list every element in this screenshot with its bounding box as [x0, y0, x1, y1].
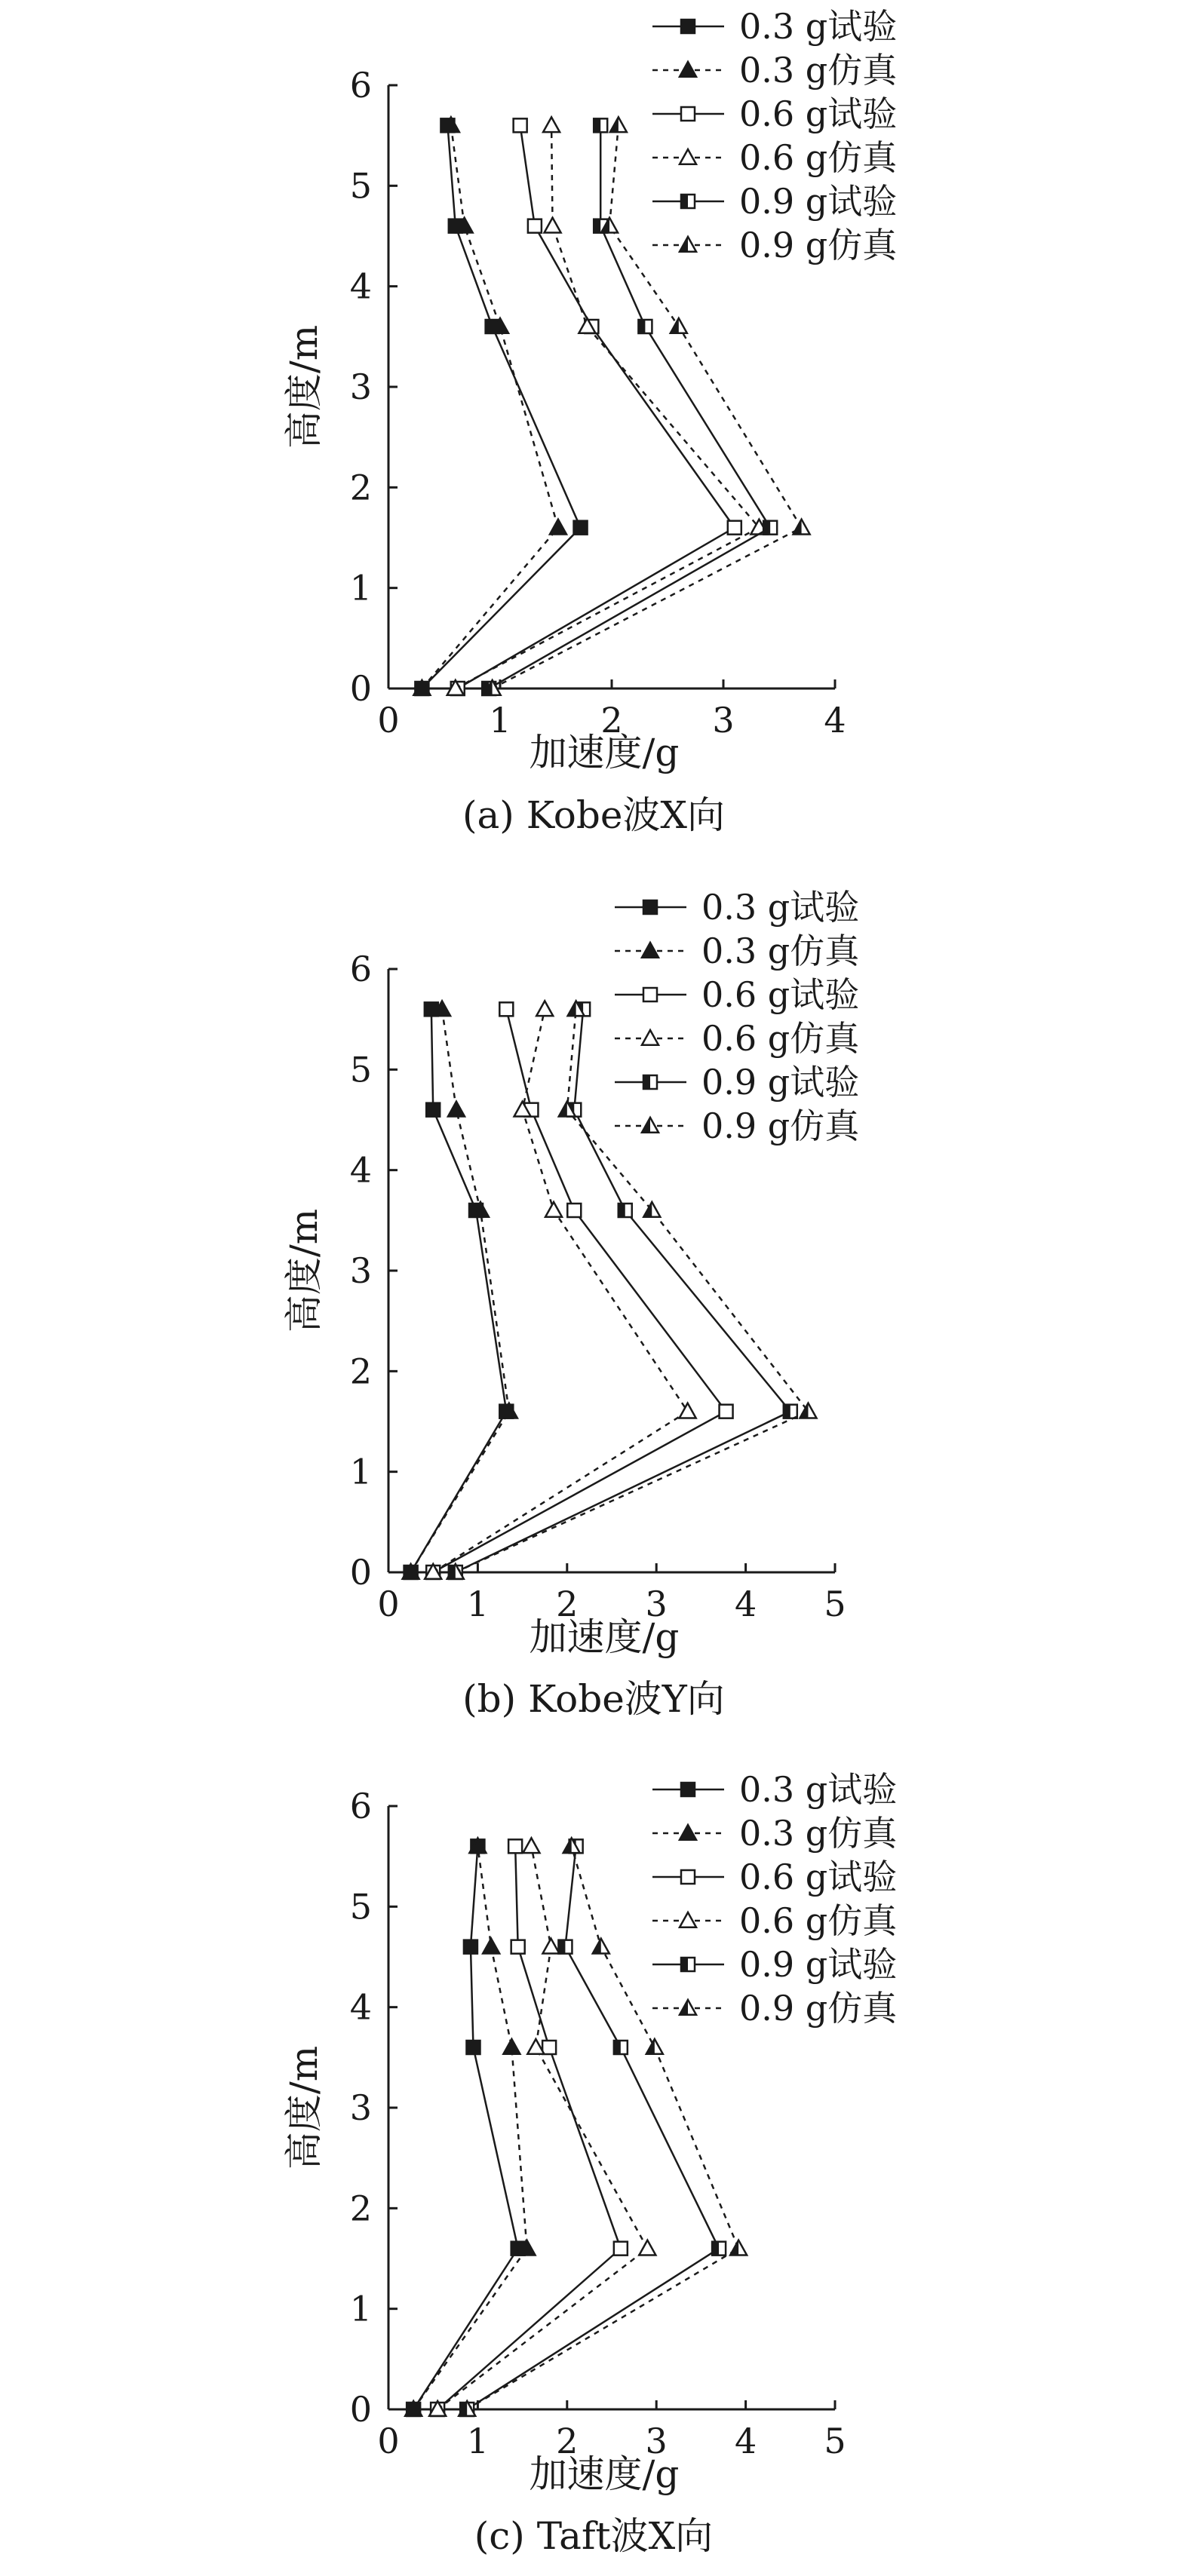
series-1 [415, 118, 587, 695]
data-point [545, 1202, 562, 1217]
legend-marker [643, 988, 657, 1001]
x-tick-label: 2 [556, 1584, 579, 1624]
legend-item [615, 1018, 861, 1059]
legend-item [652, 50, 898, 90]
panel-caption: (b) Kobe波Y向 [462, 1677, 725, 1721]
legend-marker [642, 1030, 658, 1045]
data-point [543, 117, 560, 132]
data-point [466, 2041, 480, 2054]
legend [615, 887, 861, 1146]
legend-marker [643, 900, 657, 914]
series-line [422, 125, 580, 688]
series-line [437, 1846, 621, 2409]
legend-label: 0.9 g试验 [739, 1944, 898, 1985]
legend-item [615, 974, 859, 1015]
y-tick-label: 2 [349, 2188, 372, 2229]
data-point-half [614, 2041, 621, 2054]
y-tick-label: 2 [349, 467, 372, 508]
panel-caption: (a) Kobe波X向 [462, 793, 726, 837]
y-tick-label: 6 [349, 1786, 372, 1826]
x-tick-label: 5 [824, 1584, 846, 1624]
y-tick-label: 4 [349, 1149, 372, 1191]
data-point [426, 1103, 440, 1117]
series-3 [451, 118, 741, 695]
y-tick-label: 0 [349, 1552, 372, 1593]
legend-marker-half [643, 1075, 650, 1089]
y-tick-label: 6 [349, 949, 372, 989]
legend-item [652, 1813, 898, 1854]
data-point [728, 521, 741, 535]
series-3 [431, 1839, 628, 2416]
data-point [720, 1405, 733, 1418]
x-tick-label: 0 [377, 1584, 400, 1624]
legend-item [652, 1900, 898, 1941]
data-point [542, 1939, 559, 1954]
legend-item [652, 1769, 897, 1810]
legend-marker [680, 149, 696, 164]
series-2 [403, 1001, 517, 1578]
legend-item [652, 1857, 897, 1897]
data-point [448, 1102, 465, 1117]
x-tick-label: 3 [645, 2421, 668, 2461]
x-tick-label: 1 [489, 700, 511, 741]
legend-label: 0.9 g仿真 [739, 225, 898, 265]
series-2 [405, 1838, 535, 2415]
series-4 [429, 1838, 655, 2415]
data-point [528, 219, 542, 233]
legend-item [615, 931, 861, 971]
x-axis-label: 加速度/g [529, 2452, 680, 2496]
data-point [567, 1204, 581, 1217]
y-tick-label: 5 [349, 165, 372, 207]
data-point [503, 2039, 520, 2054]
legend-item [652, 6, 897, 47]
legend-label: 0.6 g试验 [701, 974, 860, 1015]
legend-label: 0.6 g仿真 [739, 137, 898, 178]
data-point-half [594, 118, 600, 132]
data-point [464, 1940, 477, 1954]
series-line [413, 1846, 518, 2409]
x-tick-label: 3 [712, 700, 735, 741]
y-tick-label: 2 [349, 1351, 372, 1392]
y-tick-label: 1 [349, 2288, 372, 2329]
data-point-half [784, 1405, 790, 1418]
legend-marker-half [681, 1958, 688, 1971]
x-axis-label: 加速度/g [529, 731, 680, 774]
legend-item [652, 94, 897, 134]
data-point [545, 218, 561, 233]
x-tick-label: 4 [734, 1584, 757, 1624]
y-axis-label: 高度/m [282, 1208, 326, 1333]
data-point-half [558, 1940, 565, 1954]
series-line [413, 1846, 526, 2409]
data-point-half [712, 2242, 719, 2256]
data-point [614, 2242, 628, 2256]
data-point [514, 118, 527, 132]
x-tick-label: 4 [824, 700, 846, 741]
data-point-half [594, 219, 600, 233]
legend-marker [681, 20, 695, 33]
legend-marker [681, 107, 695, 121]
legend [652, 1769, 898, 2029]
legend-label: 0.3 g试验 [701, 887, 860, 928]
chart-panel-3 [282, 1769, 898, 2558]
x-tick-label: 1 [466, 2421, 490, 2461]
legend-item [652, 1944, 897, 1985]
y-tick-label: 0 [349, 2389, 372, 2430]
series-line [467, 1846, 738, 2409]
legend-marker-half [681, 195, 688, 208]
series-line [467, 1846, 719, 2409]
legend-label: 0.6 g试验 [739, 1857, 898, 1897]
legend-label: 0.9 g仿真 [739, 1988, 898, 2029]
data-point-half [763, 521, 770, 535]
y-tick-label: 3 [349, 366, 372, 407]
y-tick-label: 4 [349, 1986, 372, 2028]
y-tick-label: 0 [349, 668, 372, 709]
x-tick-label: 4 [734, 2421, 757, 2461]
legend-item [652, 181, 897, 222]
legend-label: 0.9 g仿真 [701, 1106, 860, 1146]
legend-item [652, 225, 898, 265]
chart-panel-1 [282, 6, 898, 837]
legend-label: 0.9 g试验 [701, 1062, 860, 1102]
y-axis-label: 高度/m [282, 324, 326, 449]
x-tick-label: 1 [466, 1584, 490, 1624]
legend-label: 0.3 g试验 [739, 1769, 898, 1810]
x-tick-label: 5 [824, 2421, 846, 2461]
legend-item [615, 1062, 859, 1102]
legend-marker [680, 1912, 696, 1927]
legend-label: 0.3 g仿真 [739, 1813, 898, 1854]
legend-label: 0.3 g仿真 [739, 50, 898, 90]
y-tick-label: 3 [349, 1250, 372, 1291]
legend-label: 0.3 g试验 [739, 6, 898, 47]
y-tick-label: 1 [349, 567, 372, 609]
x-tick-label: 0 [377, 2421, 400, 2461]
legend-marker [642, 943, 658, 958]
legend-item [652, 137, 898, 178]
series-2 [413, 117, 566, 695]
data-point [508, 1839, 522, 1853]
legend-item [652, 1988, 898, 2029]
x-axis-label: 加速度/g [529, 1615, 680, 1659]
y-tick-label: 5 [349, 1049, 372, 1090]
x-tick-label: 2 [556, 2421, 579, 2461]
series-line [456, 125, 760, 688]
y-tick-label: 6 [349, 65, 372, 106]
series-6 [459, 1838, 747, 2415]
series-3 [426, 1002, 732, 1579]
data-point [523, 1838, 539, 1853]
series-line [433, 1009, 687, 1572]
series-5 [482, 118, 777, 695]
legend [652, 6, 898, 265]
legend-marker [681, 1870, 695, 1884]
legend-label: 0.6 g仿真 [701, 1018, 860, 1059]
series-1 [404, 1002, 514, 1579]
y-tick-label: 1 [349, 1451, 372, 1492]
legend-label: 0.3 g仿真 [701, 931, 860, 971]
y-tick-label: 5 [349, 1886, 372, 1927]
data-point [542, 2041, 556, 2054]
legend-marker [680, 1825, 696, 1840]
data-point-half [638, 320, 645, 333]
series-line [433, 1009, 726, 1572]
data-point-half [619, 1204, 625, 1217]
data-point [536, 1001, 553, 1016]
legend-item [615, 1106, 861, 1146]
data-point [483, 1939, 499, 1954]
data-point [639, 2240, 655, 2256]
x-tick-label: 0 [377, 700, 400, 741]
data-point [574, 521, 588, 535]
data-point [680, 1403, 696, 1418]
y-tick-label: 4 [349, 265, 372, 307]
legend-item [615, 887, 859, 928]
series-line [458, 125, 735, 688]
y-axis-label: 高度/m [282, 2045, 326, 2170]
legend-marker [681, 1783, 695, 1796]
series-1 [407, 1839, 525, 2416]
data-point [499, 1002, 513, 1016]
series-line [422, 125, 558, 688]
y-tick-label: 3 [349, 2087, 372, 2128]
chart-panel-2 [282, 887, 861, 1721]
data-point [550, 520, 566, 535]
legend-marker [680, 62, 696, 77]
legend-label: 0.6 g试验 [739, 94, 898, 134]
panel-caption: (c) Taft波X向 [474, 2514, 714, 2558]
x-tick-label: 2 [600, 700, 623, 741]
legend-label: 0.9 g试验 [739, 181, 898, 222]
legend-label: 0.6 g仿真 [739, 1900, 898, 1941]
x-tick-label: 3 [645, 1584, 668, 1624]
data-point [511, 1940, 525, 1954]
series-4 [447, 117, 768, 695]
